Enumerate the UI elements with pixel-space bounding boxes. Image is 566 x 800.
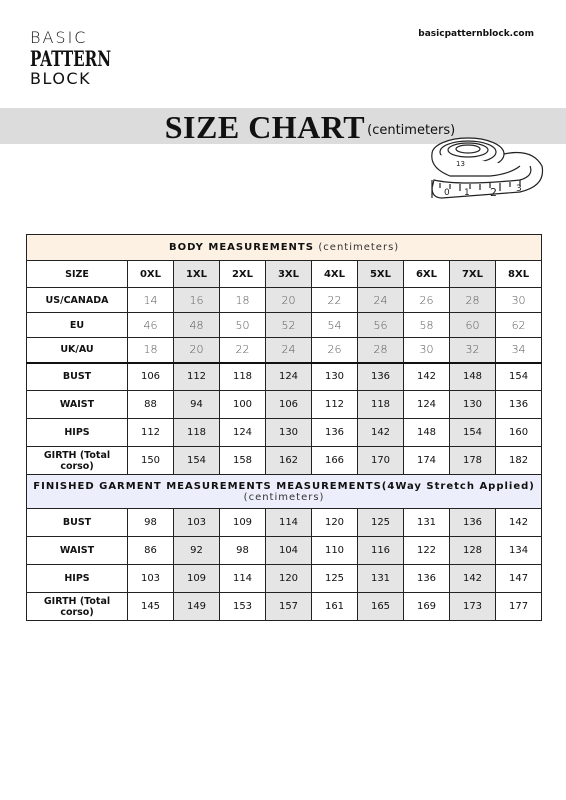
table-cell: 30 <box>496 288 542 313</box>
table-cell: 112 <box>312 391 358 419</box>
row-label: GIRTH (Total corso) <box>27 447 128 475</box>
table-cell: 136 <box>312 419 358 447</box>
table-cell: 109 <box>174 565 220 593</box>
table-cell: 124 <box>220 419 266 447</box>
table-cell: 58 <box>404 313 450 338</box>
table-cell: 28 <box>450 288 496 313</box>
size-column-header: 4XL <box>312 261 358 288</box>
table-cell: 142 <box>496 509 542 537</box>
table-cell: 116 <box>358 537 404 565</box>
table-row <box>27 313 542 338</box>
size-column-header: 5XL <box>358 261 404 288</box>
logo-text-basic: BASIC <box>30 28 88 47</box>
table-cell: 94 <box>174 391 220 419</box>
table-cell: 103 <box>174 509 220 537</box>
table-cell: 173 <box>450 593 496 621</box>
table-cell: 148 <box>450 363 496 391</box>
row-label: GIRTH (Total corso) <box>27 593 128 621</box>
size-column-header: 6XL <box>404 261 450 288</box>
table-cell: 178 <box>450 447 496 475</box>
table-cell: 182 <box>496 447 542 475</box>
table-cell: 166 <box>312 447 358 475</box>
size-column-header: 7XL <box>450 261 496 288</box>
brand-logo <box>30 30 110 87</box>
table-cell: 125 <box>312 565 358 593</box>
table-cell: 130 <box>312 363 358 391</box>
row-label: BUST <box>27 509 128 537</box>
table-cell: 131 <box>358 565 404 593</box>
table-cell: 174 <box>404 447 450 475</box>
table-cell: 142 <box>404 363 450 391</box>
size-label: SIZE <box>27 261 128 288</box>
table-cell: 112 <box>174 363 220 391</box>
table-cell: 122 <box>404 537 450 565</box>
table-cell: 18 <box>128 338 174 363</box>
table-cell: 22 <box>312 288 358 313</box>
table-cell: 26 <box>312 338 358 363</box>
size-column-header: 3XL <box>266 261 312 288</box>
svg-text:13: 13 <box>456 160 465 168</box>
table-cell: 50 <box>220 313 266 338</box>
row-label: WAIST <box>27 391 128 419</box>
table-cell: 154 <box>174 447 220 475</box>
table-cell: 86 <box>128 537 174 565</box>
table-cell: 56 <box>358 313 404 338</box>
logo-text-block: BLOCK <box>30 69 92 88</box>
table-cell: 112 <box>128 419 174 447</box>
table-cell: 160 <box>496 419 542 447</box>
table-row <box>27 391 542 419</box>
table-cell: 88 <box>128 391 174 419</box>
size-column-header: 2XL <box>220 261 266 288</box>
table-cell: 154 <box>450 419 496 447</box>
table-cell: 34 <box>496 338 542 363</box>
table-cell: 28 <box>358 338 404 363</box>
table-cell: 131 <box>404 509 450 537</box>
table-cell: 106 <box>128 363 174 391</box>
measuring-tape-icon <box>420 128 555 213</box>
row-label: HIPS <box>27 419 128 447</box>
table-cell: 22 <box>220 338 266 363</box>
table-cell: 32 <box>450 338 496 363</box>
table-row <box>27 363 542 391</box>
table-cell: 18 <box>220 288 266 313</box>
table-cell: 124 <box>404 391 450 419</box>
garment-measurements-header <box>27 475 542 509</box>
row-label: UK/AU <box>27 338 128 363</box>
table-cell: 134 <box>496 537 542 565</box>
table-cell: 149 <box>174 593 220 621</box>
table-cell: 158 <box>220 447 266 475</box>
size-header-row <box>27 261 542 288</box>
table-cell: 26 <box>404 288 450 313</box>
table-cell: 104 <box>266 537 312 565</box>
table-cell: 150 <box>128 447 174 475</box>
body-measurements-header-row <box>27 235 542 261</box>
table-cell: 154 <box>496 363 542 391</box>
table-cell: 54 <box>312 313 358 338</box>
table-cell: 142 <box>450 565 496 593</box>
table-cell: 62 <box>496 313 542 338</box>
table-cell: 118 <box>358 391 404 419</box>
body-measurements-header <box>27 235 542 261</box>
table-row <box>27 537 542 565</box>
table-cell: 114 <box>220 565 266 593</box>
table-cell: 128 <box>450 537 496 565</box>
table-cell: 106 <box>266 391 312 419</box>
table-cell: 161 <box>312 593 358 621</box>
svg-text:0: 0 <box>444 188 450 198</box>
table-cell: 92 <box>174 537 220 565</box>
table-cell: 124 <box>266 363 312 391</box>
table-row <box>27 338 542 363</box>
size-chart-table <box>26 234 542 621</box>
table-cell: 103 <box>128 565 174 593</box>
size-column-header: 1XL <box>174 261 220 288</box>
table-cell: 52 <box>266 313 312 338</box>
row-label: HIPS <box>27 565 128 593</box>
table-cell: 114 <box>266 509 312 537</box>
table-row <box>27 565 542 593</box>
table-cell: 98 <box>220 537 266 565</box>
table-cell: 30 <box>404 338 450 363</box>
table-row <box>27 593 542 621</box>
table-cell: 100 <box>220 391 266 419</box>
svg-text:3: 3 <box>516 184 522 194</box>
table-cell: 170 <box>358 447 404 475</box>
table-cell: 118 <box>174 419 220 447</box>
table-cell: 169 <box>404 593 450 621</box>
table-cell: 157 <box>266 593 312 621</box>
table-cell: 120 <box>312 509 358 537</box>
table-cell: 24 <box>358 288 404 313</box>
svg-text:2: 2 <box>490 186 497 199</box>
table-row <box>27 447 542 475</box>
table-cell: 118 <box>220 363 266 391</box>
table-cell: 46 <box>128 313 174 338</box>
table-cell: 147 <box>496 565 542 593</box>
table-cell: 136 <box>404 565 450 593</box>
table-cell: 136 <box>496 391 542 419</box>
table-cell: 16 <box>174 288 220 313</box>
size-column-header: 8XL <box>496 261 542 288</box>
table-cell: 98 <box>128 509 174 537</box>
garment-measurements-unit: (centimeters) <box>243 491 325 503</box>
table-cell: 48 <box>174 313 220 338</box>
body-measurements-unit: (centimeters) <box>318 242 400 253</box>
table-cell: 14 <box>128 288 174 313</box>
table-cell: 109 <box>220 509 266 537</box>
row-label: US/CANADA <box>27 288 128 313</box>
table-cell: 165 <box>358 593 404 621</box>
table-cell: 177 <box>496 593 542 621</box>
garment-measurements-title: FINISHED GARMENT MEASUREMENTS MEASUREMENTS(4Way Stretch Applied) <box>33 480 535 492</box>
website-link[interactable]: basicpatternblock.com <box>418 29 534 39</box>
table-row <box>27 419 542 447</box>
table-cell: 60 <box>450 313 496 338</box>
table-cell: 162 <box>266 447 312 475</box>
table-cell: 20 <box>266 288 312 313</box>
row-label: WAIST <box>27 537 128 565</box>
table-cell: 24 <box>266 338 312 363</box>
table-cell: 130 <box>266 419 312 447</box>
table-cell: 145 <box>128 593 174 621</box>
row-label: BUST <box>27 363 128 391</box>
table-cell: 142 <box>358 419 404 447</box>
garment-measurements-header-row <box>27 475 542 509</box>
table-cell: 120 <box>266 565 312 593</box>
svg-text:1: 1 <box>464 188 470 198</box>
logo-text-pattern: PATTERN <box>30 46 112 71</box>
table-cell: 125 <box>358 509 404 537</box>
table-cell: 20 <box>174 338 220 363</box>
table-cell: 136 <box>358 363 404 391</box>
size-column-header: 0XL <box>128 261 174 288</box>
table-cell: 153 <box>220 593 266 621</box>
table-cell: 148 <box>404 419 450 447</box>
table-row <box>27 288 542 313</box>
table-row <box>27 509 542 537</box>
table-cell: 110 <box>312 537 358 565</box>
row-label: EU <box>27 313 128 338</box>
table-cell: 136 <box>450 509 496 537</box>
page-title: SIZE CHART <box>164 109 366 145</box>
table-cell: 130 <box>450 391 496 419</box>
body-measurements-title: BODY MEASUREMENTS <box>168 242 314 253</box>
page-title-unit: (centimeters) <box>367 123 456 138</box>
